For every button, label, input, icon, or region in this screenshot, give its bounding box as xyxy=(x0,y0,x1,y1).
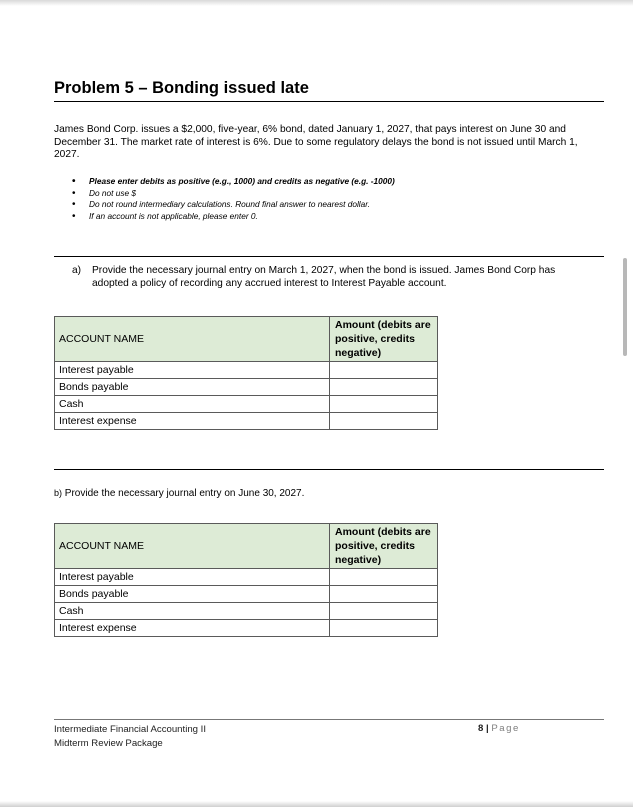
table-row xyxy=(55,620,438,637)
amount-input[interactable] xyxy=(330,396,438,413)
account-cell: Interest expense xyxy=(55,413,330,430)
problem-intro: James Bond Corp. issues a $2,000, five-year, 6% bond, dated January 1, 2027, that pays interest on June 30 and December 31. The market rate of interest is 6%. Due to some regulatory delays the bond is not issued until March 1, 2027. xyxy=(54,124,578,160)
page-top-edge xyxy=(0,0,633,6)
amount-input[interactable] xyxy=(330,586,438,603)
footer-page-label xyxy=(478,723,520,734)
table-row xyxy=(55,569,438,586)
part-b-marker: b) xyxy=(54,488,63,498)
journal-entry-table-b xyxy=(54,523,438,637)
amount-input[interactable] xyxy=(330,413,438,430)
account-cell: Interest payable xyxy=(55,569,330,586)
account-cell: Bonds payable xyxy=(55,379,330,396)
table-row xyxy=(55,396,438,413)
instruction-item: • Do not use $ xyxy=(72,188,592,200)
journal-entry-table-a xyxy=(54,316,438,430)
table-row xyxy=(55,603,438,620)
part-a-marker: a) xyxy=(72,265,82,276)
account-cell: Cash xyxy=(55,396,330,413)
footer-course xyxy=(54,723,206,751)
instruction-list xyxy=(72,176,592,222)
footer-package-title: Midterm Review Package xyxy=(54,738,163,749)
part-b-question xyxy=(54,487,594,500)
instruction-item: • If an account is not applicable, please enter 0. xyxy=(72,211,592,223)
account-cell: Cash xyxy=(55,603,330,620)
section-rule-b xyxy=(54,469,604,470)
table-header-row xyxy=(55,524,438,569)
page-title: Problem 5 – Bonding issued late xyxy=(54,79,309,97)
amount-header: Amount (debits are positive, credits negative) xyxy=(330,524,438,569)
section-rule-a xyxy=(54,256,604,257)
page-separator: | xyxy=(486,723,489,734)
amount-header: Amount (debits are positive, credits negative) xyxy=(330,317,438,362)
account-cell: Interest expense xyxy=(55,620,330,637)
title-rule xyxy=(54,101,604,102)
account-cell: Interest payable xyxy=(55,362,330,379)
account-cell: Bonds payable xyxy=(55,586,330,603)
table-row xyxy=(55,362,438,379)
table-row xyxy=(55,586,438,603)
footer-rule xyxy=(54,719,604,720)
instruction-item: • Please enter debits as positive (e.g., 1000) and credits as negative (e.g. -1000) xyxy=(72,176,592,188)
instruction-item: • Do not round intermediary calculations. Round final answer to nearest dollar. xyxy=(72,199,592,211)
scrollbar-thumb[interactable] xyxy=(623,258,627,356)
table-row xyxy=(55,379,438,396)
amount-input[interactable] xyxy=(330,362,438,379)
page-word: Page xyxy=(491,723,520,734)
amount-input[interactable] xyxy=(330,620,438,637)
footer-course-title: Intermediate Financial Accounting II xyxy=(54,724,206,735)
table-header-row xyxy=(55,317,438,362)
account-name-header: ACCOUNT NAME xyxy=(55,524,330,569)
amount-input[interactable] xyxy=(330,603,438,620)
part-a-text: Provide the necessary journal entry on March 1, 2027, when the bond is issued. James Bond Corp has adopted a policy of recording any accrued interest to Interest Payable account. xyxy=(92,265,556,289)
part-a-question xyxy=(72,264,587,290)
account-name-header: ACCOUNT NAME xyxy=(55,317,330,362)
amount-input[interactable] xyxy=(330,569,438,586)
amount-input[interactable] xyxy=(330,379,438,396)
part-b-text: Provide the necessary journal entry on June 30, 2027. xyxy=(64,488,305,499)
page-number: 8 xyxy=(478,723,484,734)
table-row xyxy=(55,413,438,430)
page-bottom-edge xyxy=(0,801,633,807)
